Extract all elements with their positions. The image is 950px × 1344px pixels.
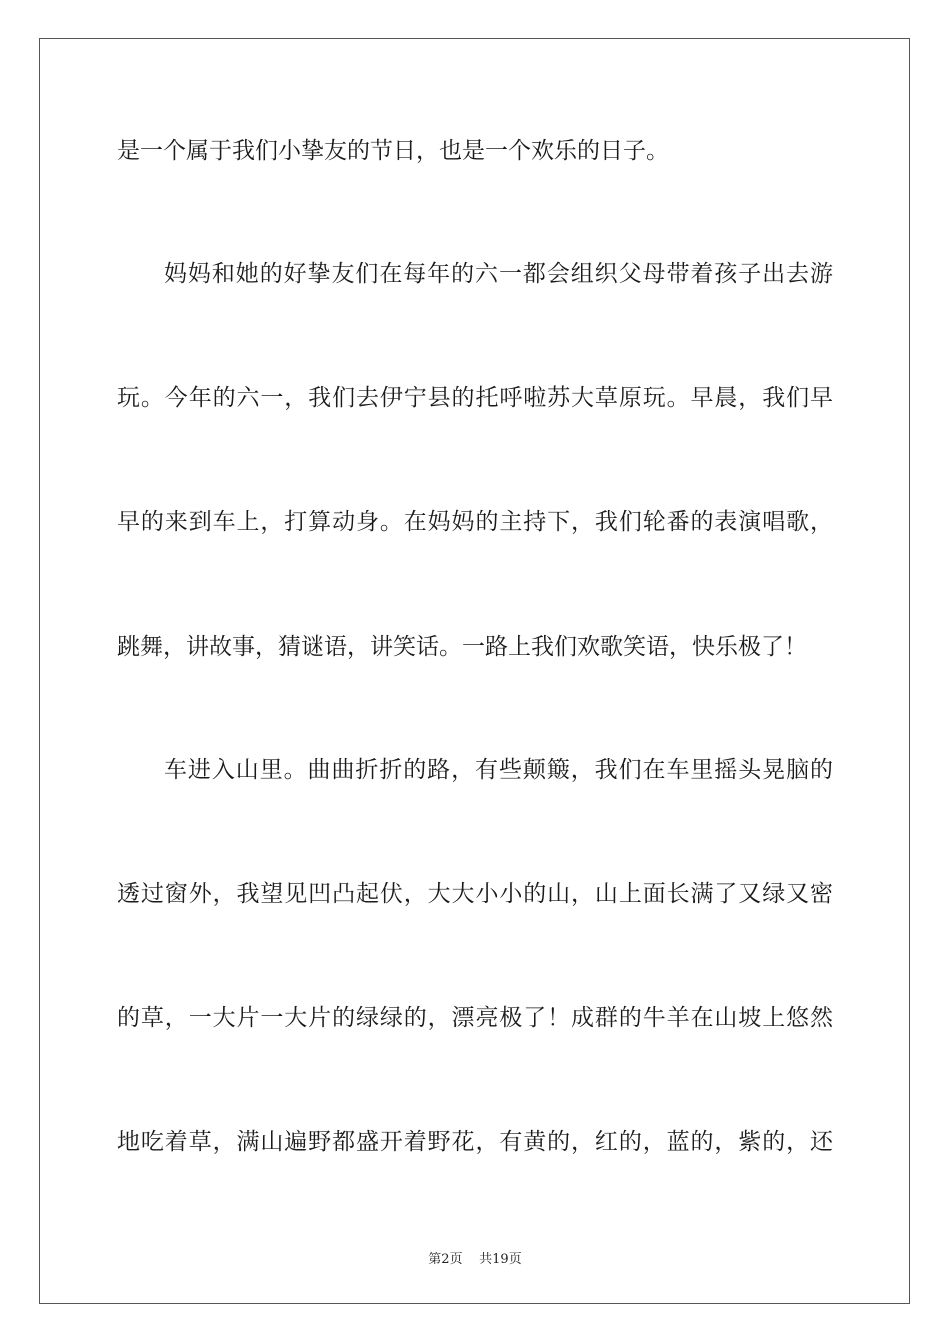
text-line: 早的来到车上，打算动身。在妈妈的主持下，我们轮番的表演唱歌， bbox=[117, 509, 833, 535]
text-line: 跳舞，讲故事，猜谜语，讲笑话。一路上我们欢歌笑语，快乐极了！ bbox=[117, 634, 807, 660]
total-label: 共 bbox=[479, 1252, 493, 1267]
page-unit: 页 bbox=[449, 1252, 463, 1267]
text-line: 妈妈和她的好挚友们在每年的六一都会组织父母带着孩子出去游 bbox=[164, 261, 833, 287]
total-unit: 页 bbox=[508, 1252, 522, 1267]
text-line: 玩。今年的六一，我们去伊宁县的托呼啦苏大草原玩。早晨，我们早 bbox=[117, 385, 833, 411]
text-line: 车进入山里。曲曲折折的路，有些颠簸，我们在车里摇头晃脑的 bbox=[164, 757, 833, 783]
total-pages: 19 bbox=[492, 1252, 509, 1267]
text-line: 地吃着草，满山遍野都盛开着野花，有黄的，红的，蓝的，紫的，还 bbox=[117, 1129, 833, 1155]
page-border bbox=[39, 38, 910, 1304]
page-footer bbox=[0, 1248, 950, 1267]
text-line: 透过窗外，我望见凹凸起伏，大大小小的山，山上面长满了又绿又密 bbox=[117, 881, 833, 907]
text-line: 的草，一大片一大片的绿绿的，漂亮极了！成群的牛羊在山坡上悠然 bbox=[117, 1005, 833, 1031]
page-number: 2 bbox=[441, 1252, 450, 1267]
text-line: 是一个属于我们小挚友的节日，也是一个欢乐的日子。 bbox=[117, 138, 669, 164]
page-label: 第 bbox=[428, 1252, 442, 1267]
